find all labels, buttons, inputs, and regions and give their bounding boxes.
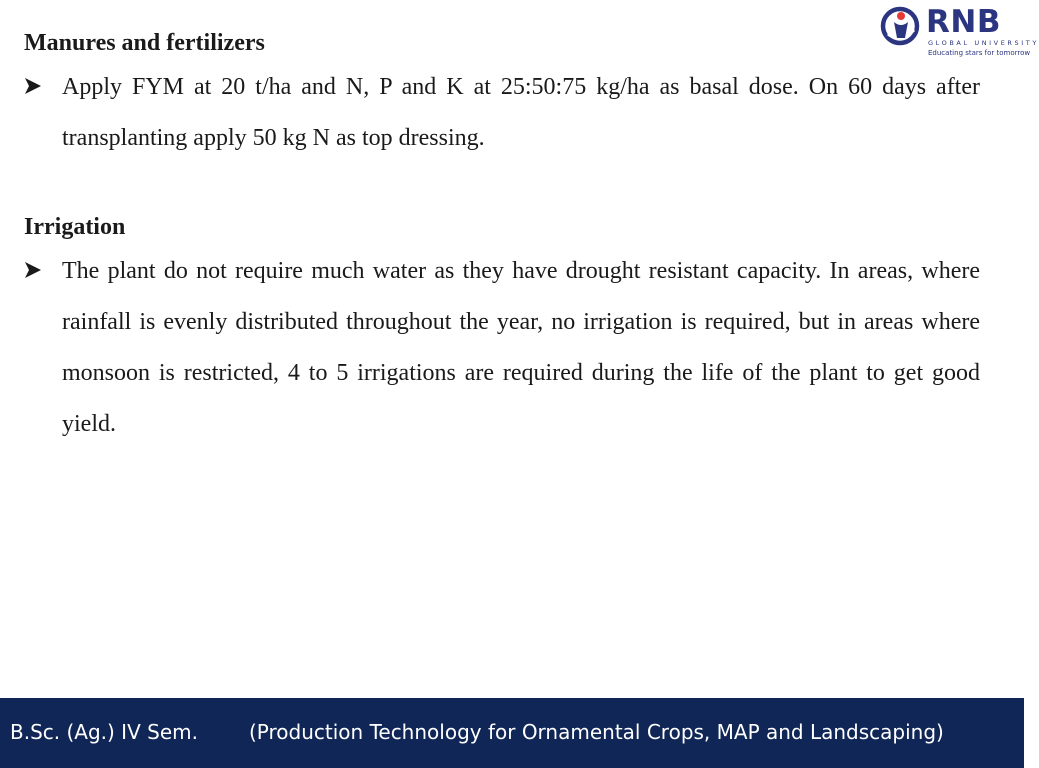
bullet-item-irrigation [24,246,980,450]
footer-bar [0,698,1024,768]
section-heading-manures: Manures and fertilizers [24,30,265,56]
bullet-text: The plant do not require much water as they have drought resistant capacity. In areas, where rainfall is evenly distributed throughout the year, no irrigation is required, but in areas where monsoon is restricted, 4 to 5 irrigations are required during the life of the plant to get good yield. [62,258,980,437]
slide-content [24,24,980,450]
logo-subtitle: GLOBAL UNIVERSITY [928,39,1039,47]
arrow-bullet-icon [24,246,42,297]
bullet-item-manures [24,62,980,164]
arrow-bullet-icon [24,62,42,113]
section-spacer [24,164,980,208]
logo-tagline: Educating stars for tomorrow [928,49,1031,57]
footer-course: B.Sc. (Ag.) IV Sem. [10,720,198,744]
footer-subject: (Production Technology for Ornamental Crops, MAP and Landscaping) [249,720,944,744]
bullet-text: Apply FYM at 20 t/ha and N, P and K at 25:50:75 kg/ha as basal dose. On 60 days after transplanting apply 50 kg N as top dressing. [62,74,980,151]
section-heading-irrigation: Irrigation [24,214,126,240]
logo-name: RNB [926,4,1001,40]
